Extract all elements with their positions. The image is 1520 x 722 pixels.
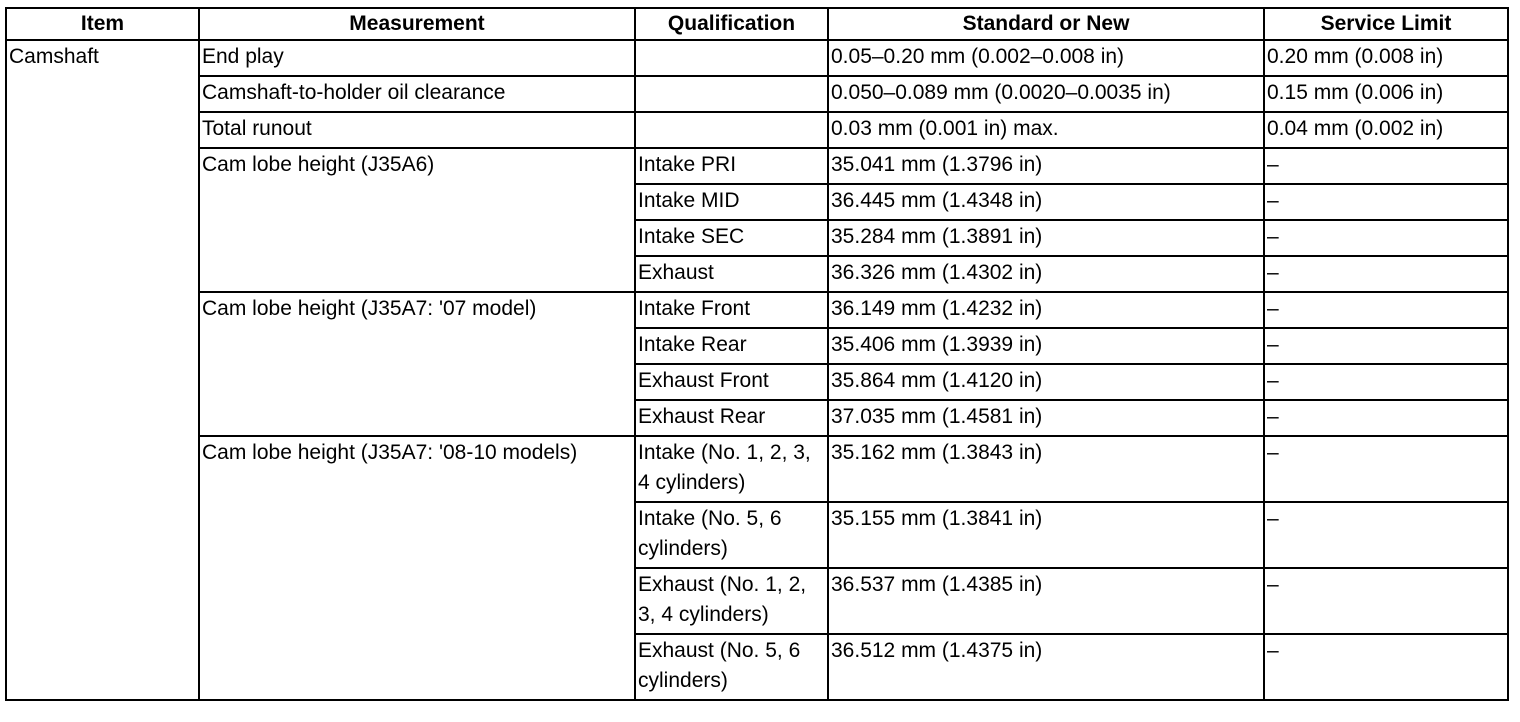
limit-cell: – <box>1264 568 1508 634</box>
qualification-cell: Exhaust Rear <box>635 400 828 436</box>
limit-cell: – <box>1264 184 1508 220</box>
limit-cell: – <box>1264 502 1508 568</box>
standard-cell: 36.326 mm (1.4302 in) <box>828 256 1264 292</box>
limit-cell: – <box>1264 292 1508 328</box>
standard-cell: 35.406 mm (1.3939 in) <box>828 328 1264 364</box>
limit-cell: 0.20 mm (0.008 in) <box>1264 40 1508 76</box>
limit-cell: – <box>1264 436 1508 502</box>
standard-cell: 35.041 mm (1.3796 in) <box>828 148 1264 184</box>
table-row <box>6 76 1508 112</box>
measurement-cell: End play <box>199 40 635 76</box>
qualification-cell: Intake (No. 1, 2, 3, 4 cylinders) <box>635 436 828 502</box>
spec-table <box>5 7 1509 701</box>
measurement-cell: Camshaft-to-holder oil clearance <box>199 76 635 112</box>
standard-cell: 35.155 mm (1.3841 in) <box>828 502 1264 568</box>
table-row <box>6 436 1508 502</box>
limit-cell: – <box>1264 220 1508 256</box>
standard-cell: 36.445 mm (1.4348 in) <box>828 184 1264 220</box>
qualification-cell: Intake MID <box>635 184 828 220</box>
qualification-cell: Intake Front <box>635 292 828 328</box>
standard-cell: 36.537 mm (1.4385 in) <box>828 568 1264 634</box>
standard-cell: 0.05–0.20 mm (0.002–0.008 in) <box>828 40 1264 76</box>
qualification-cell <box>635 112 828 148</box>
header-item: Item <box>6 8 199 40</box>
qualification-cell: Intake Rear <box>635 328 828 364</box>
standard-cell: 0.03 mm (0.001 in) max. <box>828 112 1264 148</box>
table-row <box>6 40 1508 76</box>
table-row <box>6 112 1508 148</box>
standard-cell: 0.050–0.089 mm (0.0020–0.0035 in) <box>828 76 1264 112</box>
measurement-cell: Cam lobe height (J35A7: '07 model) <box>199 292 635 436</box>
header-row <box>6 8 1508 40</box>
item-cell: Camshaft <box>6 40 199 700</box>
qualification-cell: Exhaust Front <box>635 364 828 400</box>
qualification-cell: Intake (No. 5, 6 cylinders) <box>635 502 828 568</box>
standard-cell: 35.284 mm (1.3891 in) <box>828 220 1264 256</box>
limit-cell: 0.15 mm (0.006 in) <box>1264 76 1508 112</box>
standard-cell: 36.512 mm (1.4375 in) <box>828 634 1264 700</box>
standard-cell: 37.035 mm (1.4581 in) <box>828 400 1264 436</box>
table-row <box>6 292 1508 328</box>
qualification-cell: Intake PRI <box>635 148 828 184</box>
measurement-cell: Cam lobe height (J35A6) <box>199 148 635 292</box>
measurement-cell: Cam lobe height (J35A7: '08-10 models) <box>199 436 635 700</box>
limit-cell: – <box>1264 364 1508 400</box>
header-service-limit: Service Limit <box>1264 8 1508 40</box>
qualification-cell <box>635 40 828 76</box>
qualification-cell: Exhaust <box>635 256 828 292</box>
table-row <box>6 148 1508 184</box>
standard-cell: 35.864 mm (1.4120 in) <box>828 364 1264 400</box>
standard-cell: 36.149 mm (1.4232 in) <box>828 292 1264 328</box>
limit-cell: – <box>1264 634 1508 700</box>
limit-cell: – <box>1264 148 1508 184</box>
limit-cell: 0.04 mm (0.002 in) <box>1264 112 1508 148</box>
qualification-cell: Exhaust (No. 1, 2, 3, 4 cylinders) <box>635 568 828 634</box>
header-measurement: Measurement <box>199 8 635 40</box>
limit-cell: – <box>1264 400 1508 436</box>
standard-cell: 35.162 mm (1.3843 in) <box>828 436 1264 502</box>
measurement-cell: Total runout <box>199 112 635 148</box>
header-qualification: Qualification <box>635 8 828 40</box>
qualification-cell: Intake SEC <box>635 220 828 256</box>
header-standard: Standard or New <box>828 8 1264 40</box>
qualification-cell <box>635 76 828 112</box>
qualification-cell: Exhaust (No. 5, 6 cylinders) <box>635 634 828 700</box>
limit-cell: – <box>1264 328 1508 364</box>
limit-cell: – <box>1264 256 1508 292</box>
